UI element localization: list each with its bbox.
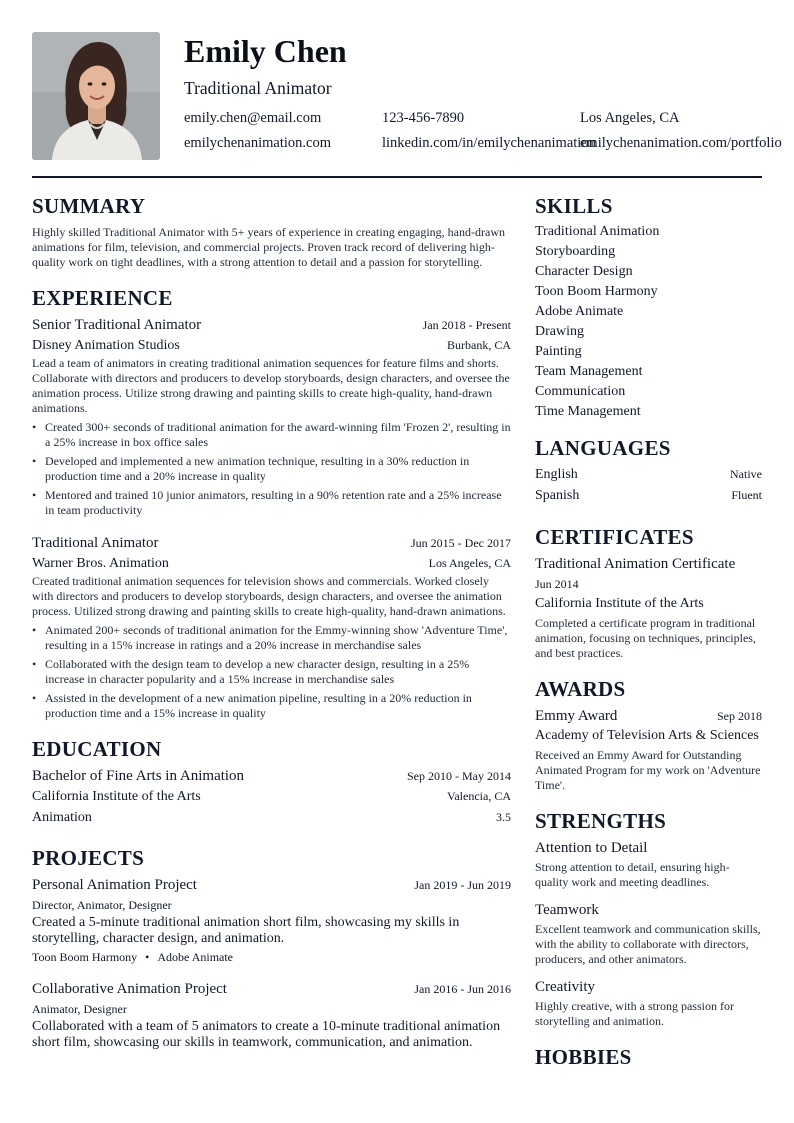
tool-tag: Toon Boom Harmony [32,950,138,964]
strengths-section [535,807,762,1029]
education-dates: Sep 2010 - May 2014 [407,769,511,783]
strength-name: Teamwork [535,902,599,918]
project-title: Personal Animation Project [32,877,197,893]
job-dates: Jun 2015 - Dec 2017 [411,536,511,550]
field-of-study: Animation [32,810,92,825]
skill-item: Drawing [535,324,584,339]
skill-item: Traditional Animation [535,224,660,239]
resume-header [32,32,782,160]
skills-heading: SKILLS [535,194,613,218]
contact-website[interactable]: emilychenanimation.com [184,135,331,151]
award-issuer: Academy of Television Arts & Sciences [535,728,759,743]
achievement-item: • Assisted in the development of a new animation pipeline, resulting in a 20% reduction in production time and a 15% increase in quality [32,691,511,721]
project-entry [32,979,511,1051]
achievement-item: • Created 300+ seconds of traditional animation for the award-winning film 'Frozen 2', resulting in a 25% increase in box office sales [32,420,511,450]
skill-item: Time Management [535,404,641,419]
header-divider [32,176,762,178]
job-company: Disney Animation Studios [32,338,180,353]
awards-heading: AWARDS [535,677,626,701]
skill-item: Adobe Animate [535,304,624,319]
certificates-section [535,523,762,661]
projects-section [32,844,511,1051]
skill-item: Team Management [535,364,643,379]
education-section [32,735,511,828]
strength-description: Strong attention to detail, ensuring high-quality work and meeting deadlines. [535,860,730,889]
strength-name: Creativity [535,979,595,995]
contact-linkedin[interactable]: linkedin.com/in/emilychenanimation [382,135,596,151]
project-entry [32,875,511,965]
certificates-heading: CERTIFICATES [535,525,694,549]
job-title: Senior Traditional Animator [32,317,202,333]
contact-location: Los Angeles, CA [580,110,680,126]
skill-item: Character Design [535,264,633,279]
language-item [535,464,762,485]
project-dates: Jan 2019 - Jun 2019 [414,878,511,892]
summary-section [32,192,511,270]
language-name: Spanish [535,488,580,503]
job-location: Burbank, CA [447,338,511,352]
achievement-item: • Mentored and trained 10 junior animators, resulting in a 90% retention rate and a 25% increase in team productivity [32,488,511,518]
strength-item [535,977,762,1029]
project-dates: Jan 2016 - Jun 2016 [414,982,511,996]
strength-description: Highly creative, with a strong passion for storytelling and animation. [535,999,734,1028]
summary-text: Highly skilled Traditional Animator with 5+ years of experience in creating engaging, hand-drawn animations for film, television, and commercial projects. Proven track record of delivering high-quality work on tight deadlines, with a strong attention to detail and a passion for storytelling. [32,225,505,269]
project-role: Director, Animator, Designer [32,898,172,912]
school-location: Valencia, CA [447,789,511,803]
achievement-item: • Collaborated with the design team to develop a new character design, resulting in a 25% increase in character popularity and a 15% increase in merchandise sales [32,657,511,687]
award-description: Received an Emmy Award for Outstanding Animated Program for my work on 'Adventure Time'. [535,748,761,792]
language-name: English [535,467,578,482]
languages-heading: LANGUAGES [535,436,671,460]
skill-item: Storyboarding [535,244,616,259]
strength-item [535,900,762,967]
summary-heading: SUMMARY [32,194,146,218]
skill-item: Painting [535,344,582,359]
contact-email[interactable]: emily.chen@email.com [184,110,322,126]
certificate-date: Jun 2014 [535,577,579,591]
profile-photo-illustration [32,32,160,160]
education-heading: EDUCATION [32,737,162,761]
job-title: Traditional Animator [32,535,159,551]
job-achievements [32,420,511,518]
strength-name: Attention to Detail [535,840,648,856]
right-column [535,192,762,1071]
candidate-title: Traditional Animator [184,78,332,98]
project-description: Collaborated with a team of 5 animators to create a 10-minute traditional animation short film, showcasing our skills in teamwork, communication, and animation. [32,1019,501,1050]
job-achievements [32,623,511,721]
achievement-item: • Developed and implemented a new animation technique, resulting in a 30% reduction in production time and a 20% increase in quality [32,454,511,484]
contact-phone[interactable]: 123-456-7890 [382,110,465,126]
left-column [32,192,511,1051]
projects-heading: PROJECTS [32,846,145,870]
award-date: Sep 2018 [717,709,762,723]
achievement-item: • Animated 200+ seconds of traditional animation for the Emmy-winning show 'Adventure Time', resulting in a 15% increase in ratings and a 20% increase in merchandise sales [32,623,511,653]
project-role: Animator, Designer [32,1002,127,1016]
project-description: Created a 5-minute traditional animation short film, showcasing my skills in storytelling, character design, and animation. [32,915,460,946]
project-tools [32,949,511,965]
skills-section [535,192,762,422]
experience-heading: EXPERIENCE [32,286,173,310]
tool-tag: Adobe Animate [157,950,234,964]
tag-separator: • [145,950,150,964]
language-level: Native [730,467,762,481]
award-name: Emmy Award [535,708,618,724]
profile-photo [32,32,160,160]
language-item [535,485,762,506]
gpa: 3.5 [496,810,511,824]
job-dates: Jan 2018 - Present [422,318,511,332]
strength-item [535,838,762,890]
skill-item: Communication [535,384,626,399]
languages-section [535,434,762,506]
strengths-heading: STRENGTHS [535,809,667,833]
certificate-name: Traditional Animation Certificate [535,556,736,572]
awards-section [535,675,762,793]
school-name: California Institute of the Arts [32,789,201,804]
hobbies-heading: HOBBIES [535,1045,632,1069]
degree-name: Bachelor of Fine Arts in Animation [32,768,245,784]
hobbies-section [535,1043,762,1071]
strength-description: Excellent teamwork and communication skills, with the ability to collaborate with directors, producers, and other animators. [535,922,761,966]
skills-list [535,222,762,422]
certificate-issuer: California Institute of the Arts [535,596,704,611]
skill-item: Toon Boom Harmony [535,284,658,299]
certificate-description: Completed a certificate program in traditional animation, focusing on techniques, principles, and best practices. [535,616,756,660]
project-title: Collaborative Animation Project [32,981,227,997]
language-level: Fluent [731,488,762,502]
job-company: Warner Bros. Animation [32,556,169,571]
job-description: Lead a team of animators in creating traditional animation sequences for feature films and shorts. Collaborate with directors and producers to develop storyboards, design characters, and oversee the animation process. Utilize strong drawing and painting skills to create high-quality, hand-drawn animations. [32,356,510,415]
experience-section [32,284,511,721]
experience-entry [32,533,511,721]
job-location: Los Angeles, CA [428,556,511,570]
candidate-name: Emily Chen [184,33,347,69]
job-description: Created traditional animation sequences for television shows and commercials. Worked closely with directors and producers to develop storyboards, design characters, and oversee the animation process. Utilized strong drawing and painting skills to create high-quality, hand-drawn animations. [32,574,506,618]
contact-portfolio[interactable]: emilychenanimation.com/portfolio [580,135,782,151]
experience-entry [32,315,511,518]
